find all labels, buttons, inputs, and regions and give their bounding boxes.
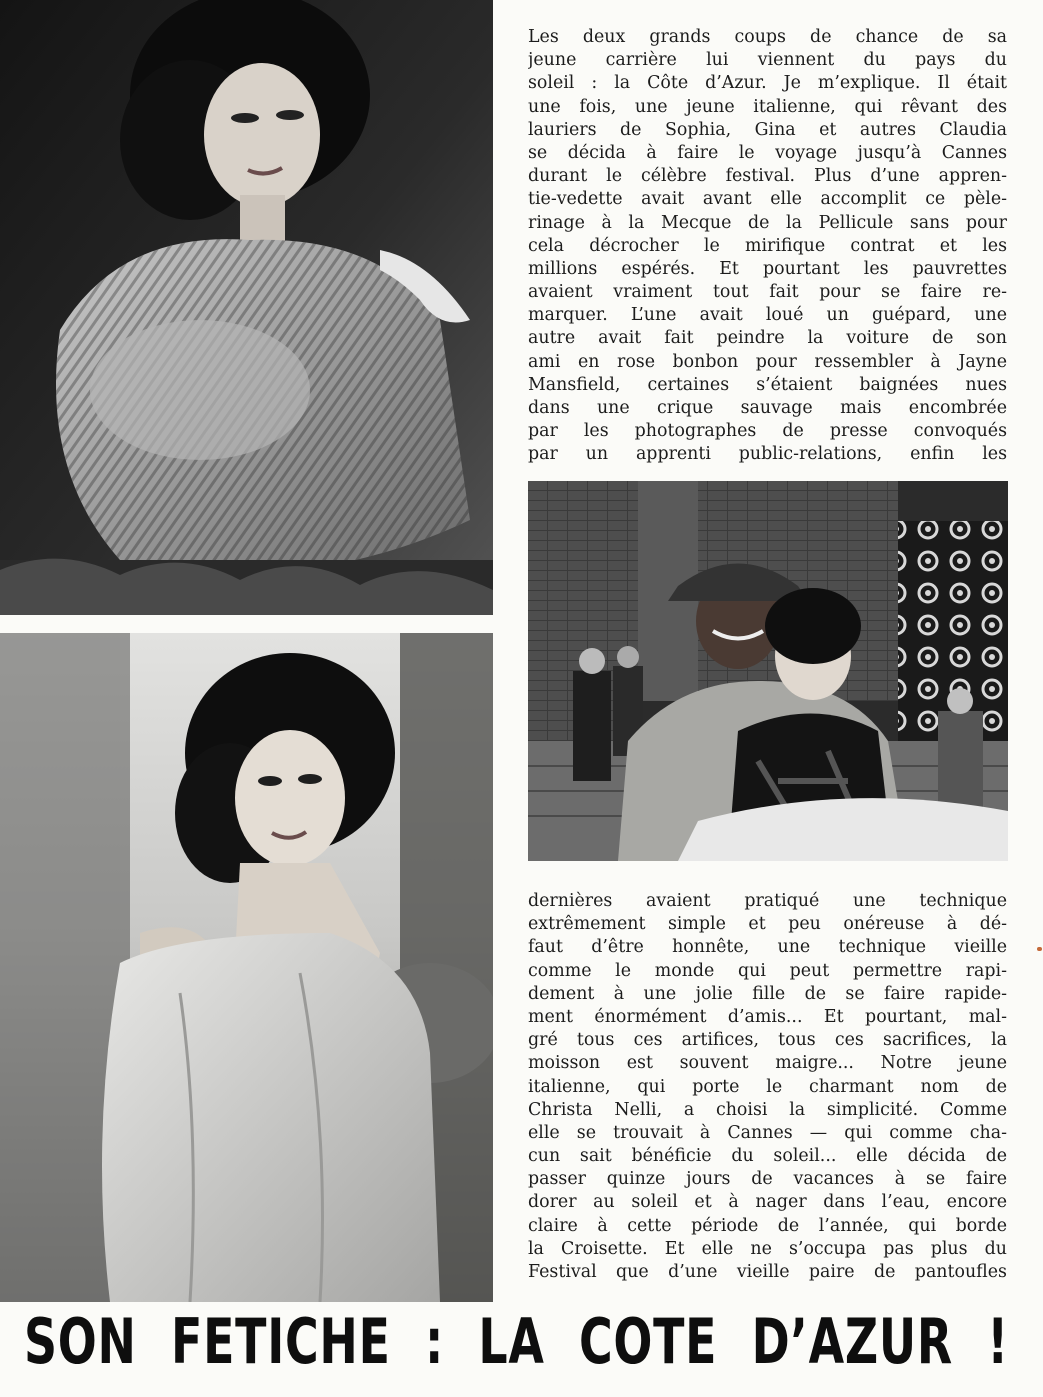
text-line: extrêmement simple et peu onéreuse à dé- — [528, 914, 1007, 935]
text-line: rinage à la Mecque de la Pellicule sans pour — [528, 212, 1007, 233]
text-line: durant le célèbre festival. Plus d’une appren- — [528, 166, 1007, 187]
text-line: cela décrocher le mirifique contrat et les — [528, 235, 1007, 256]
text-line: elle se trouvait à Cannes — qui comme cha- — [528, 1122, 1007, 1143]
text-line: avaient vraiment tout fait pour se faire re- — [528, 282, 1007, 303]
text-line: par les photographes de presse convoqués — [528, 421, 1007, 442]
photo-woman-draped-image — [0, 633, 493, 1302]
text-line: cun sait bénéficie du soleil... elle décida de — [528, 1146, 1007, 1167]
text-line: dement à une jolie fille de se faire rapide- — [528, 983, 1007, 1004]
photo-couple-building-image — [528, 481, 1008, 861]
text-line: jeune carrière lui viennent du pays du — [528, 50, 1007, 71]
text-line: passer quinze jours de vacances à se faire — [528, 1169, 1007, 1190]
text-line: se décida à faire le voyage jusqu’à Cannes — [528, 142, 1007, 163]
text-line: gré tous ces artifices, tous ces sacrifices, la — [528, 1030, 1007, 1051]
headline: SON FETICHE : LA COTE D’AZUR ! — [24, 1305, 1009, 1378]
text-line: ment énormément d’amis... Et pourtant, mal- — [528, 1006, 1007, 1027]
photo-couple-building — [528, 481, 1008, 861]
text-line: millions espérés. Et pourtant les pauvrettes — [528, 258, 1007, 279]
photo-woman-negligee — [0, 0, 493, 615]
print-speck — [1037, 947, 1042, 951]
article-column-top — [528, 26, 1007, 467]
text-line: une fois, une jeune italienne, qui rêvant des — [528, 96, 1007, 117]
text-line: italienne, qui porte le charmant nom de — [528, 1076, 1007, 1097]
text-line: moisson est souvent maigre... Notre jeune — [528, 1053, 1007, 1074]
text-line: autre avait fait peindre la voiture de son — [528, 328, 1007, 349]
article-column-bottom — [528, 890, 1007, 1284]
text-line: la Croisette. Et elle ne s’occupa pas plus du — [528, 1238, 1007, 1259]
text-line: marquer. L’une avait loué un guépard, une — [528, 305, 1007, 326]
text-line: ami en rose bonbon pour ressembler à Jayne — [528, 351, 1007, 372]
text-line: comme le monde qui peut permettre rapi- — [528, 960, 1007, 981]
text-line: claire à cette période de l’année, qui borde — [528, 1215, 1007, 1236]
text-line: Les deux grands coups de chance de sa — [528, 27, 1007, 47]
text-line: dorer au soleil et à nager dans l’eau, encore — [528, 1192, 1007, 1213]
text-line: dans une crique sauvage mais encombrée — [528, 398, 1007, 418]
text-line: Christa Nelli, a choisi la simplicité. Comme — [528, 1099, 1007, 1120]
photo-woman-negligee-image — [0, 0, 493, 615]
text-line: lauriers de Sophia, Gina et autres Claudia — [528, 119, 1007, 140]
text-line: faut d’être honnête, une technique vieille — [528, 937, 1007, 958]
text-line: Mansfield, certaines s’étaient baignées nues — [528, 374, 1007, 395]
text-line: Festival que d’une vieille paire de pantoufles — [528, 1262, 1007, 1282]
photo-woman-draped — [0, 633, 493, 1302]
text-line: par un apprenti public-relations, enfin les — [528, 444, 1007, 465]
text-line: dernières avaient pratiqué une technique — [528, 891, 1007, 911]
text-line: soleil : la Côte d’Azur. Je m’explique. Il était — [528, 73, 1007, 94]
text-line: tie-vedette avait avant elle accomplit ce pèle- — [528, 189, 1007, 210]
